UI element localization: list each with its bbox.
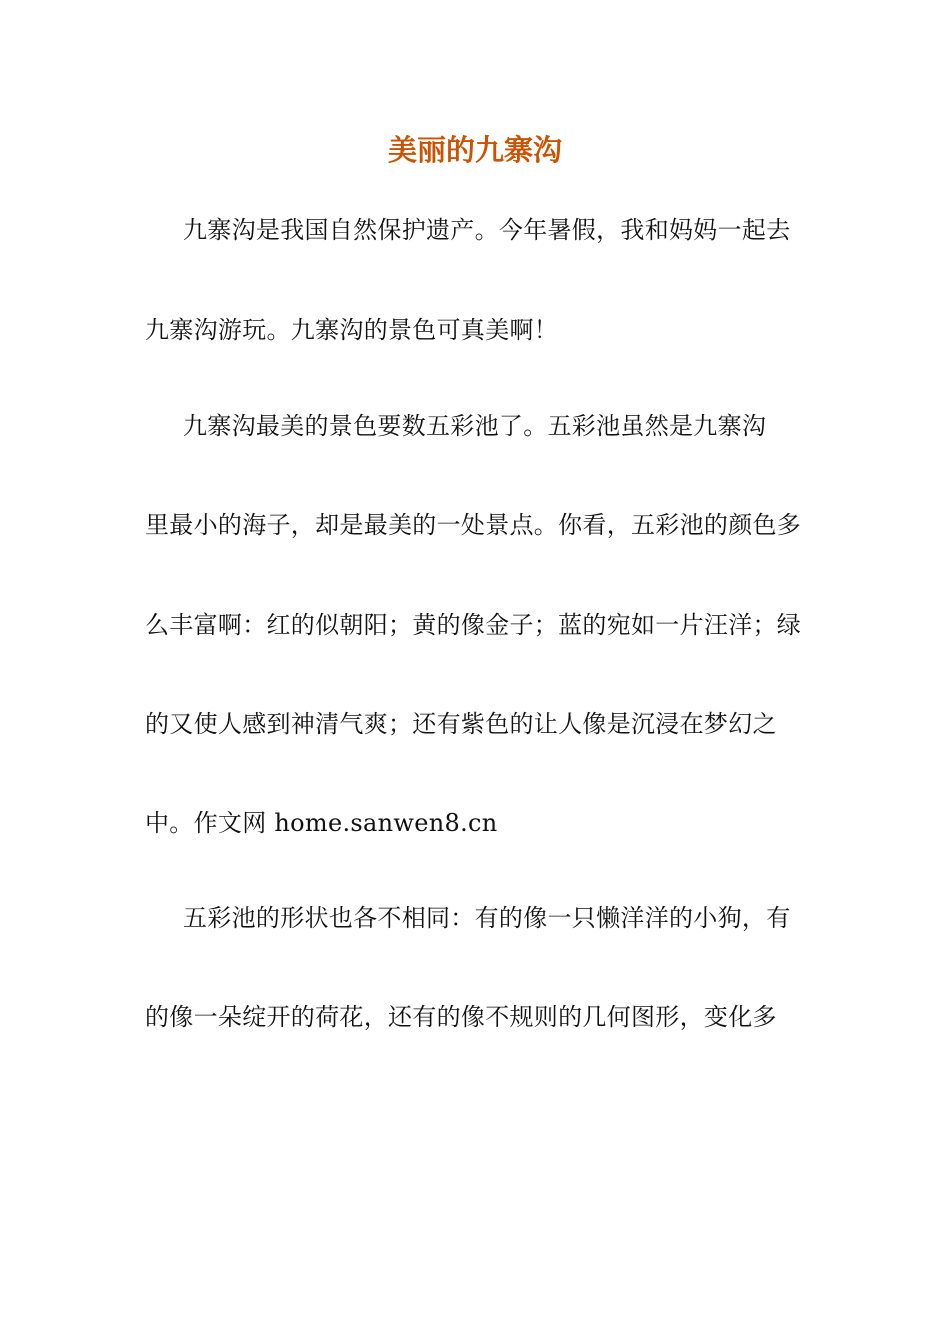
paragraph-2-line-4: 的又使人感到神清气爽；还有紫色的让人像是沉浸在梦幻之 [145, 710, 777, 738]
paragraph-2-line-5: 中。作文网 home.sanwen8.cn [145, 809, 498, 837]
paragraph-2-line-2: 里最小的海子，却是最美的一处景点。你看，五彩池的颜色多 [145, 511, 802, 539]
paragraph-1-line-2: 九寨沟游玩。九寨沟的景色可真美啊！ [145, 316, 559, 344]
paragraph-1-line-1: 九寨沟是我国自然保护遗产。今年暑假，我和妈妈一起去 [183, 216, 791, 244]
page-title: 美丽的九寨沟 [387, 133, 562, 167]
paragraph-3-line-1: 五彩池的形状也各不相同：有的像一只懒洋洋的小狗，有 [183, 904, 791, 932]
paragraph-2-line-3: 么丰富啊：红的似朝阳；黄的像金子；蓝的宛如一片汪洋；绿 [145, 611, 802, 639]
paragraph-2-line-1: 九寨沟最美的景色要数五彩池了。五彩池虽然是九寨沟 [183, 412, 767, 440]
paragraph-3-line-2: 的像一朵绽开的荷花，还有的像不规则的几何图形，变化多 [145, 1003, 777, 1031]
